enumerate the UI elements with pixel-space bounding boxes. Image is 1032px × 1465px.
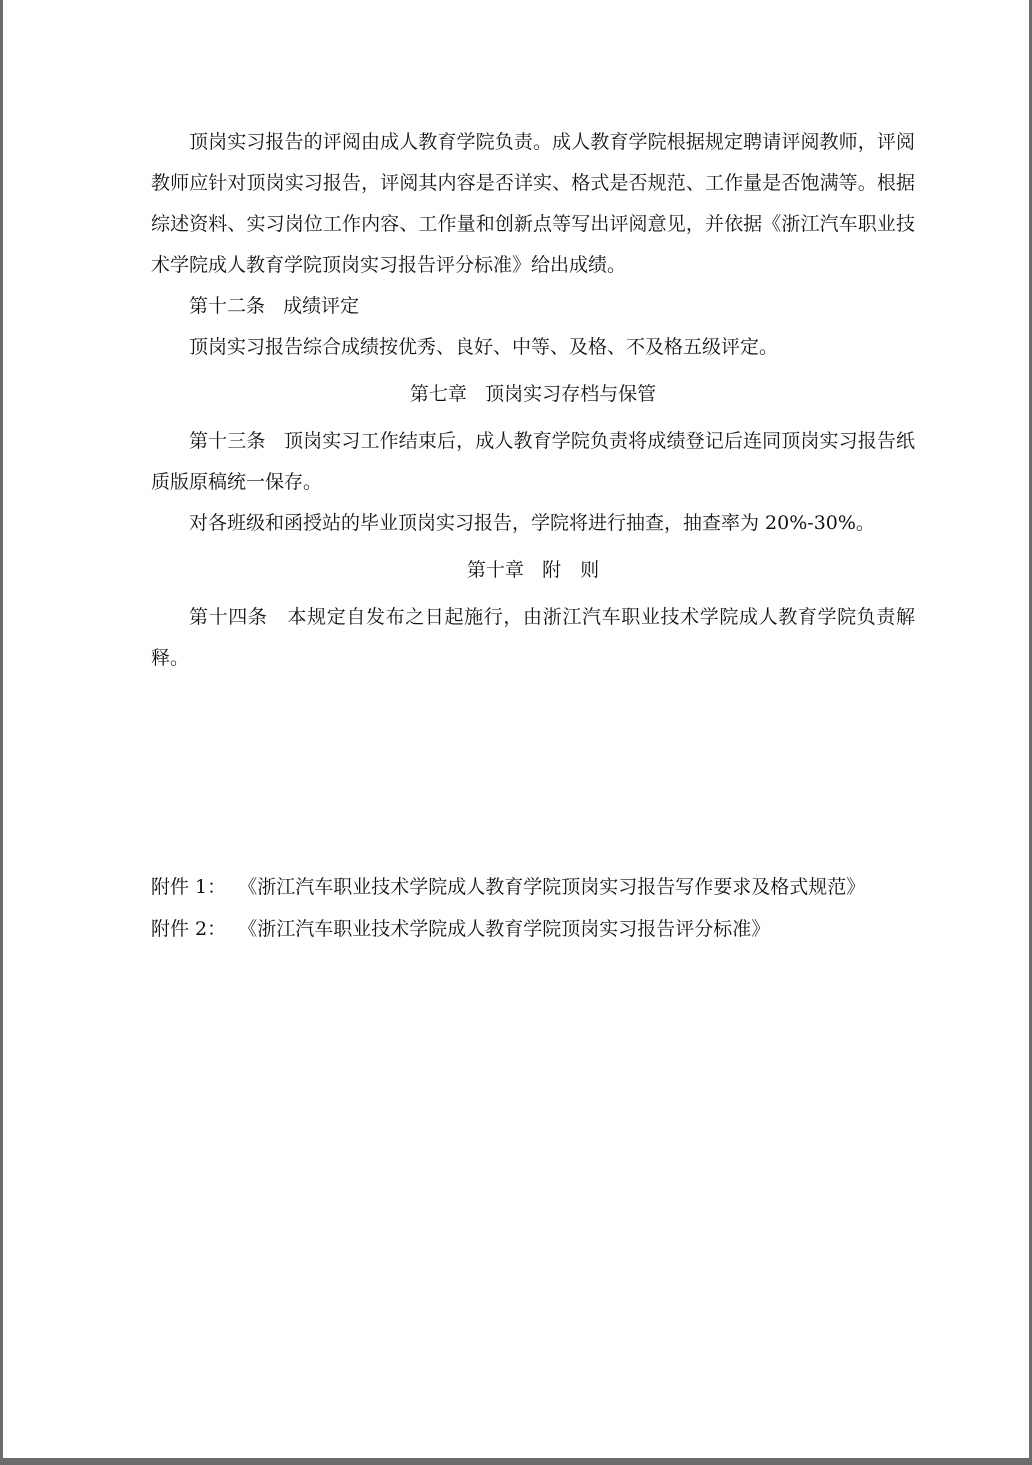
- attachment-1-title: 《浙江汽车职业技术学院成人教育学院顶岗实习报告写作要求及格式规范》: [238, 876, 866, 898]
- chapter-7-title: 顶岗实习存档与保管: [485, 383, 657, 405]
- article-13: [151, 421, 915, 503]
- chapter-10-title: 附 则: [542, 559, 600, 581]
- paragraph-grading: 顶岗实习报告综合成绩按优秀、良好、中等、及格、不及格五级评定。: [189, 336, 779, 358]
- document-body: [151, 122, 915, 679]
- attachment-2: [151, 908, 951, 950]
- article-12-title: 成绩评定: [283, 295, 360, 317]
- article-14-number: 第十四条: [189, 606, 268, 628]
- chapter-10-heading: [151, 550, 915, 591]
- chapter-7-number: 第七章: [409, 383, 467, 405]
- chapter-10-number: 第十章: [466, 559, 524, 581]
- article-12-number: 第十二条: [189, 295, 266, 317]
- paragraph-review: 顶岗实习报告的评阅由成人教育学院负责。成人教育学院根据规定聘请评阅教师，评阅教师应针对顶岗实习报告，评阅其内容是否详实、格式是否规范、工作量是否饱满等。根据综述资料、实习岗位工作内容、工作量和创新点等写出评阅意见，并依据《浙江汽车职业技术学院成人教育学院顶岗实习报告评分标准》给出成绩。: [151, 131, 915, 276]
- attachments-list: [151, 866, 951, 950]
- attachment-2-label: 附件 2：: [151, 918, 227, 940]
- document-page: [3, 0, 1029, 1458]
- paragraph-spot-check: 对各班级和函授站的毕业顶岗实习报告，学院将进行抽查，抽查率为 20%-30%。: [189, 512, 875, 534]
- article-13-text: 顶岗实习工作结束后，成人教育学院负责将成绩登记后连同顶岗实习报告纸质版原稿统一保存。: [151, 430, 915, 493]
- chapter-7-heading: [151, 374, 915, 415]
- article-14: [151, 597, 915, 679]
- article-12-heading: [151, 286, 915, 327]
- article-14-text: 本规定自发布之日起施行，由浙江汽车职业技术学院成人教育学院负责解释。: [151, 606, 915, 669]
- attachment-1: [151, 866, 951, 908]
- article-13-number: 第十三条: [189, 430, 266, 452]
- attachment-1-label: 附件 1：: [151, 876, 227, 898]
- attachment-2-title: 《浙江汽车职业技术学院成人教育学院顶岗实习报告评分标准》: [238, 918, 771, 940]
